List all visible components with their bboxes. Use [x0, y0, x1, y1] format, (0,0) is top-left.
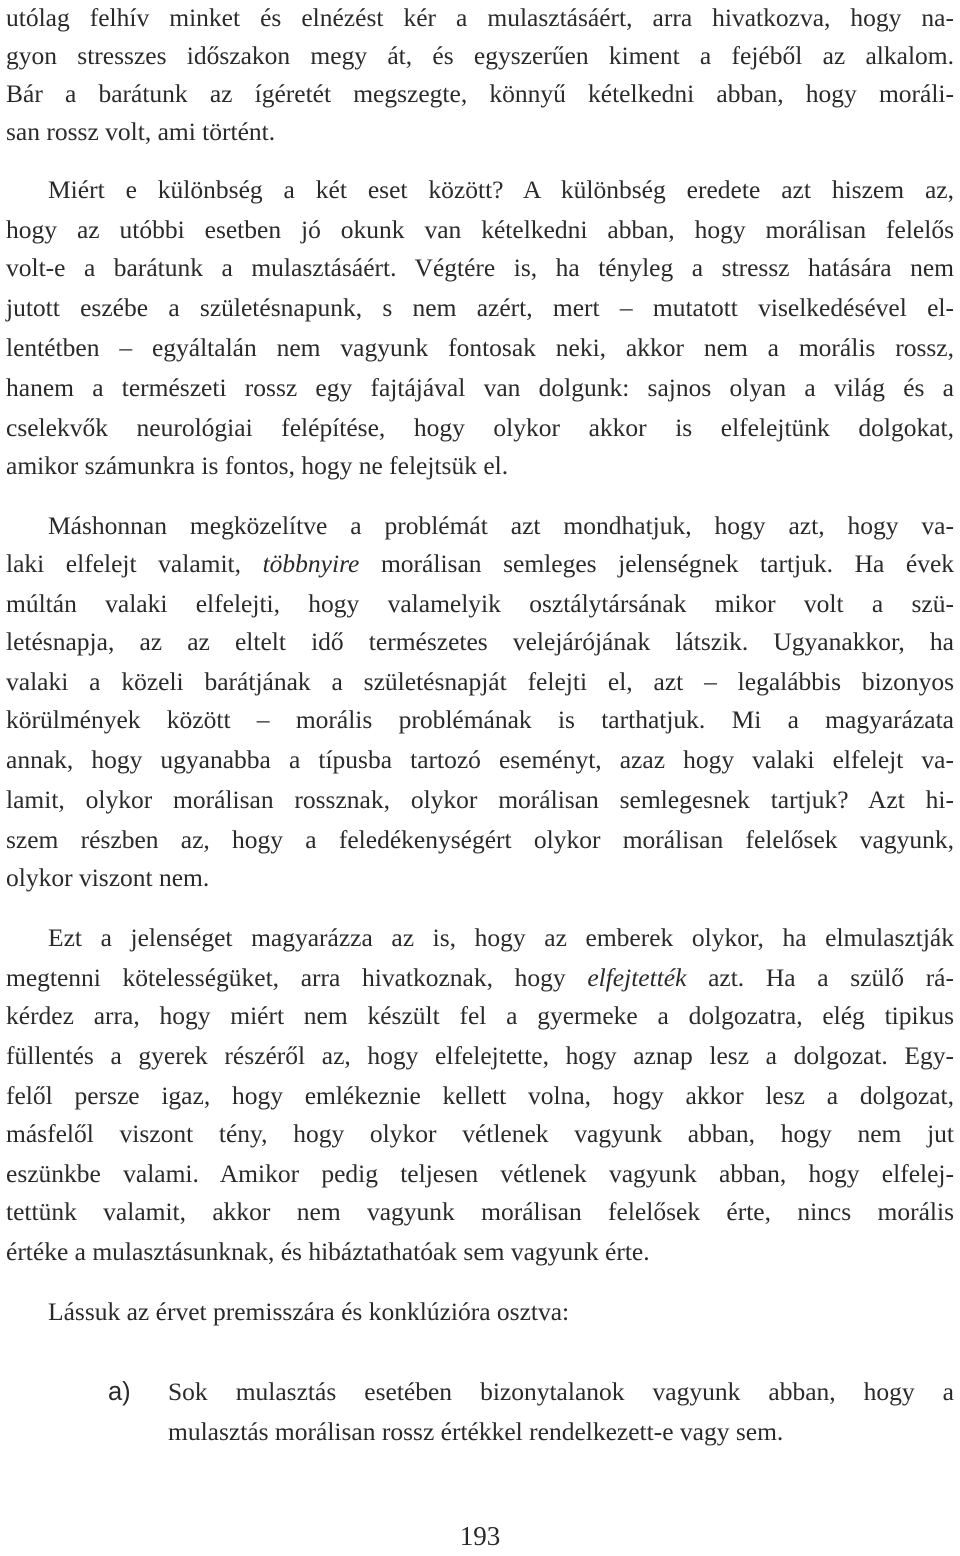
text-line: Ezt a jelenséget magyarázza az is, hogy az emberek olykor, ha elmulasztják: [48, 923, 954, 952]
text-line: amikor számunkra is fontos, hogy ne felejtsük el.: [6, 451, 509, 480]
text-line: Lássuk az érvet premisszára és konklúzióra osztva:: [48, 1297, 570, 1326]
text-span: megtenni kötelességüket, arra hivatkoznak, hogy: [6, 963, 588, 992]
text-line: lentétben – egyáltalán nem vagyunk fontosak neki, akkor nem a morális rossz,: [6, 333, 954, 362]
emphasis: többnyire: [262, 549, 360, 578]
text-line: Sok mulasztás esetében bizonytalanok vagyunk abban, hogy a: [168, 1377, 954, 1406]
text-line: felől persze igaz, hogy emlékeznie kellett volna, hogy akkor lesz a dolgozat,: [6, 1081, 954, 1110]
text-span: morálisan semleges jelenségnek tartjuk. Ha évek: [359, 549, 955, 578]
text-line: eszünkbe valami. Amikor pedig teljesen vétlenek vagyunk abban, hogy elfelej-: [6, 1159, 954, 1188]
text-line: jutott eszébe a születésnapunk, s nem azért, mert – mutatott viselkedésével el-: [6, 293, 954, 322]
text-line: értéke a mulasztásunknak, és hibáztathatóak sem vagyunk érte.: [6, 1237, 650, 1266]
text-line: Máshonnan megközelítve a problémát azt mondhatjuk, hogy azt, hogy va-: [48, 511, 954, 540]
list-marker: a): [108, 1378, 131, 1406]
text-line: volt-e a barátunk a mulasztásáért. Végtére is, ha tényleg a stressz hatására nem: [6, 253, 954, 282]
text-line: san rossz volt, ami történt.: [6, 117, 276, 146]
text-line: cselekvők neurológiai felépítése, hogy olykor akkor is elfelejtünk dolgokat,: [6, 413, 954, 442]
text-line: hogy az utóbbi esetben jó okunk van kételkedni abban, hogy morálisan felelős: [6, 215, 954, 244]
text-line: [6, 544, 954, 584]
text-line: tettünk valamit, akkor nem vagyunk morálisan felelősek érte, nincs morális: [6, 1197, 954, 1226]
text-line: másfelől viszont tény, hogy olykor vétlenek vagyunk abban, hogy nem jut: [6, 1119, 954, 1148]
text-line: kérdez arra, hogy miért nem készült fel a gyermeke a dolgozatra, elég tipikus: [6, 1001, 954, 1030]
text-line: füllentés a gyerek részéről az, hogy elfelejtette, hogy aznap lesz a dolgozat. Egy-: [6, 1041, 954, 1070]
text-line: [6, 958, 954, 998]
text-line: Miért e különbség a két eset között? A különbség eredete azt hiszem az,: [48, 175, 954, 204]
text-span: laki elfelejt valamit,: [6, 549, 263, 578]
text-line: lamit, olykor morálisan rossznak, olykor morálisan semlegesnek tartjuk? Azt hi-: [6, 785, 954, 814]
text-line: utólag felhív minket és elnézést kér a mulasztásáért, arra hivatkozva, hogy na-: [6, 3, 954, 32]
text-line: múltán valaki elfelejti, hogy valamelyik osztálytársának mikor volt a szü-: [6, 589, 954, 618]
text-line: szem részben az, hogy a feledékenységért olykor morálisan felelősek vagyunk,: [6, 825, 954, 854]
emphasis: elfejtették: [587, 963, 687, 992]
page-number: 193: [459, 1521, 501, 1551]
text-line: gyon stresszes időszakon megy át, és egyszerűen kiment a fejéből az alkalom.: [6, 41, 954, 70]
text-line: Bár a barátunk az ígéretét megszegte, könnyű kételkedni abban, hogy moráli-: [6, 79, 954, 108]
text-line: valaki a közeli barátjának a születésnapját felejti el, azt – legalábbis bizonyos: [6, 667, 954, 696]
text-line: mulasztás morálisan rossz értékkel rendelkezett-e vagy sem.: [168, 1417, 784, 1446]
text-line: hanem a természeti rossz egy fajtájával van dolgunk: sajnos olyan a világ és a: [6, 373, 954, 402]
text-line: annak, hogy ugyanabba a típusba tartozó eseményt, azaz hogy valaki elfelejt va-: [6, 745, 954, 774]
text-line: körülmények között – morális problémának is tarthatjuk. Mi a magyarázata: [6, 705, 954, 734]
text-line: letésnapja, az az eltelt idő természetes velejárójának látszik. Ugyanakkor, ha: [6, 627, 954, 656]
text-line: olykor viszont nem.: [6, 863, 210, 892]
text-span: azt. Ha a szülő rá-: [686, 963, 954, 992]
